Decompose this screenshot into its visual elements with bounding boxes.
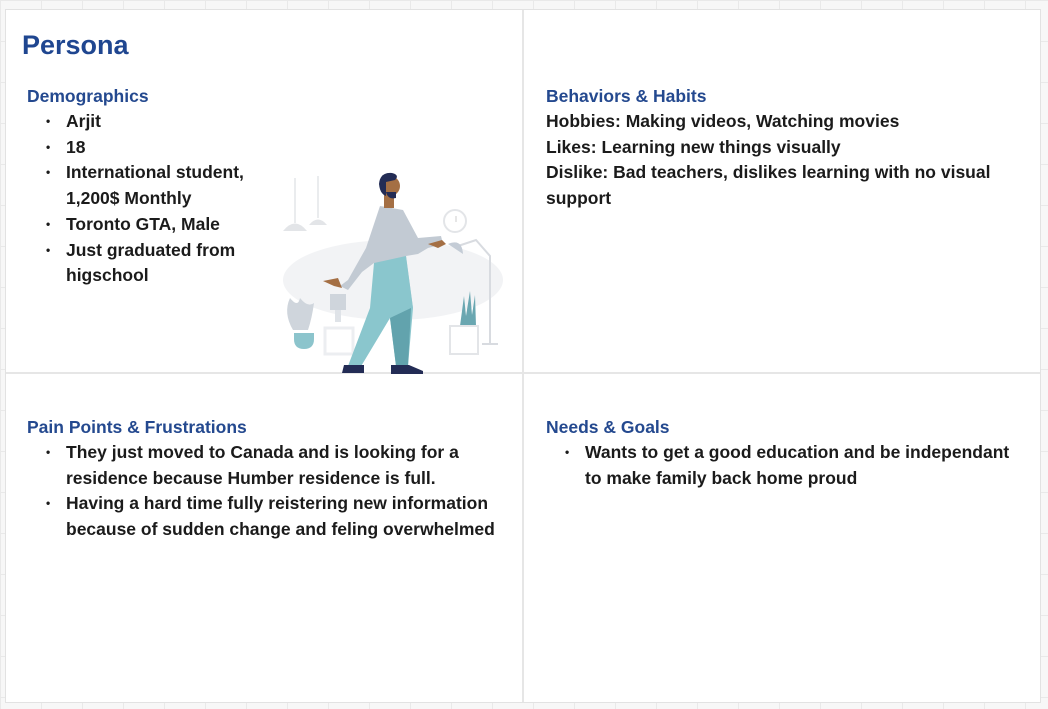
item-text: Toronto GTA, Male (66, 213, 220, 234)
needs-goals-section (546, 414, 1016, 491)
list-item: • They just moved to Canada and is looking for a residence because Humber residence is full. (46, 442, 459, 488)
item-text: 18 (66, 136, 86, 157)
demographics-section (27, 83, 267, 289)
item-text: Arjit (66, 111, 101, 131)
hobbies-text: Hobbies: Making videos, Watching movies (546, 111, 900, 131)
list-item: • Toronto GTA, Male (46, 213, 220, 234)
list-item: • Just graduated from higschool (46, 239, 236, 286)
list-item: • Wants to get a good education and be independant to make family back home proud (565, 442, 1010, 488)
item-text: Having a hard time fully reistering new information because of sudden change and feling overwhelmed (66, 493, 495, 540)
item-text: International student, 1,200$ Monthly (66, 162, 244, 209)
item-text: Wants to get a good education and be independant to make family back home proud (585, 442, 1010, 488)
vertical-divider (522, 10, 524, 702)
persona-card (5, 9, 1041, 703)
list-item: • Arjit (46, 111, 101, 131)
list-item: • 18 (46, 136, 86, 157)
pain-points-section (27, 414, 517, 543)
page-title: Persona (22, 30, 129, 60)
pain-points-heading: Pain Points & Frustrations (27, 417, 247, 437)
person-illustration (278, 168, 503, 378)
item-text: Just graduated from higschool (66, 239, 236, 286)
dislikes-text: Dislike: Bad teachers, dislikes learning with no visual support (546, 162, 991, 209)
behaviors-heading: Behaviors & Habits (546, 86, 707, 106)
behaviors-section (546, 83, 1036, 212)
list-item: • Having a hard time fully reistering new information because of sudden change and feling overwhelmed (46, 493, 495, 540)
likes-text: Likes: Learning new things visually (546, 136, 841, 157)
item-text: They just moved to Canada and is looking for a residence because Humber residence is full. (66, 442, 459, 488)
demographics-heading: Demographics (27, 86, 149, 106)
needs-heading: Needs & Goals (546, 417, 670, 437)
list-item: • International student, 1,200$ Monthly (46, 162, 244, 209)
horizontal-divider (6, 372, 1040, 374)
